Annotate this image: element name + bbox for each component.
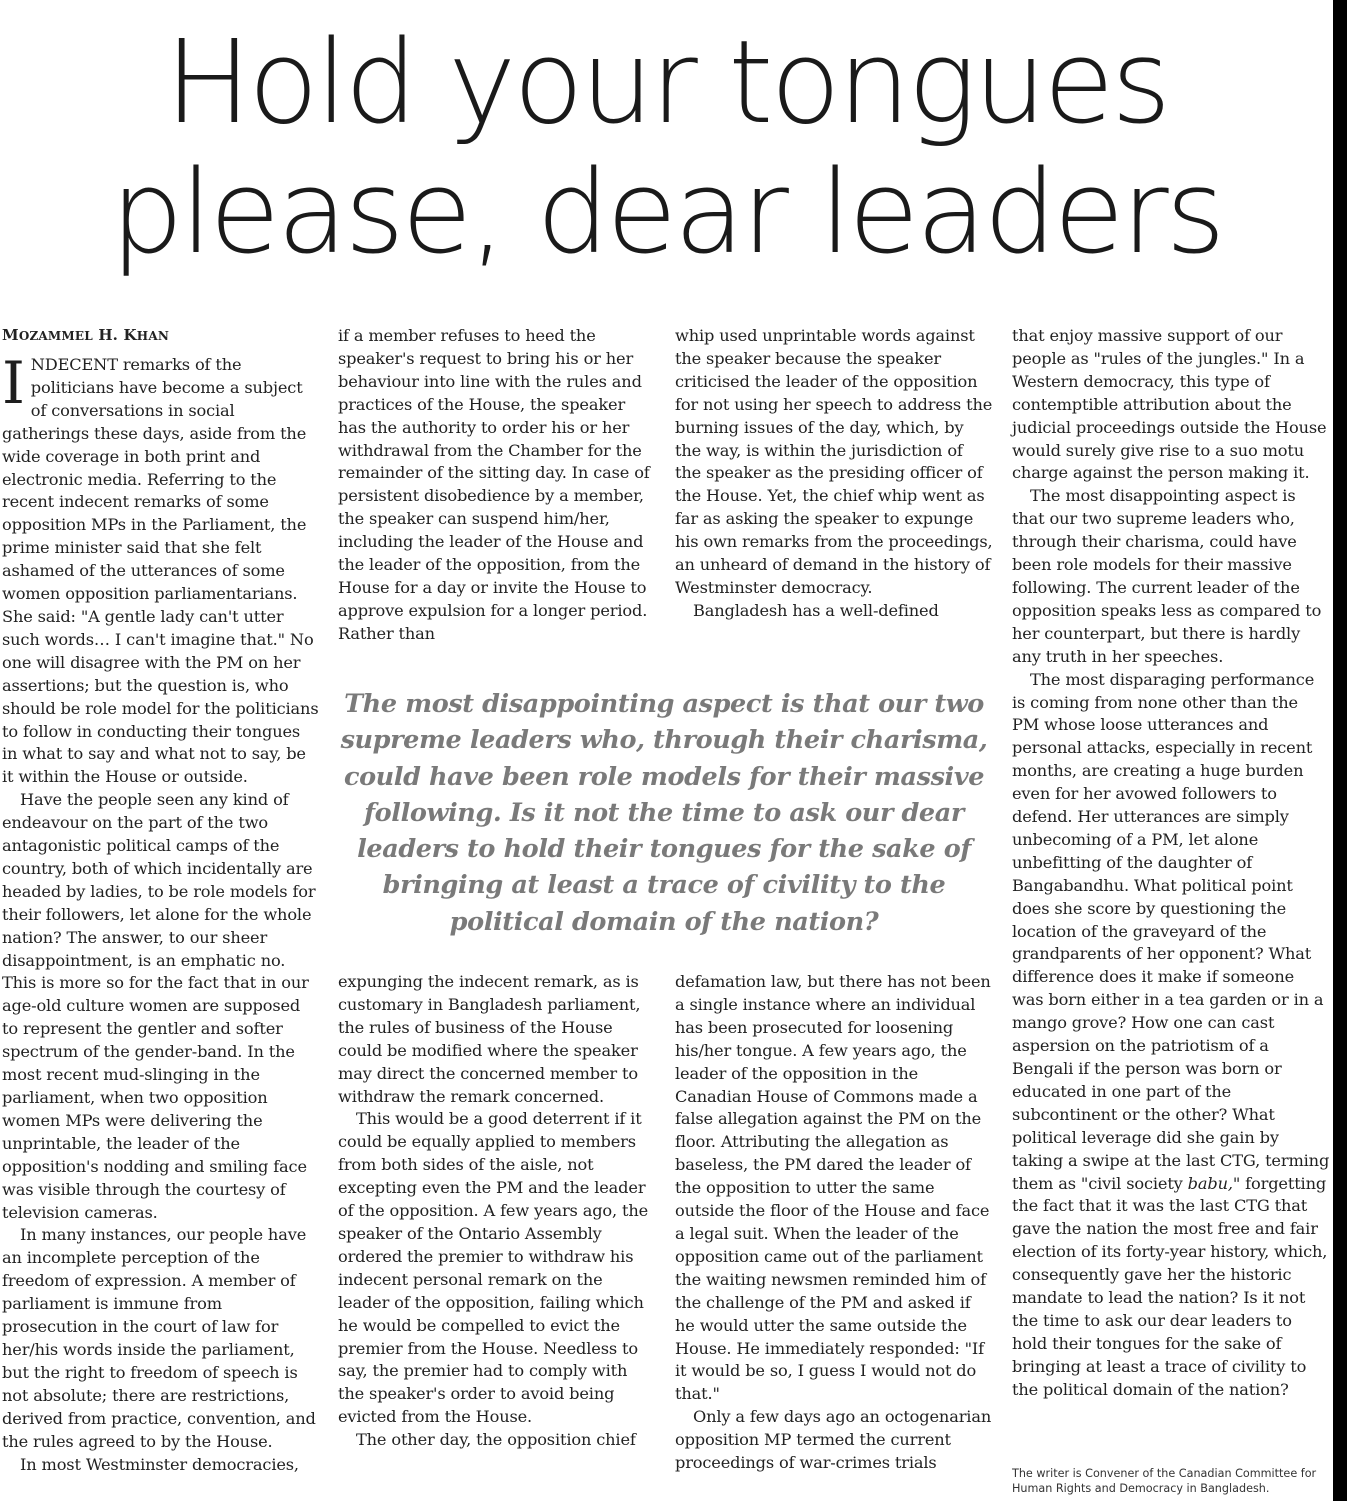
byline: MOZAMMEL H. KHAN — [2, 326, 169, 344]
column-2-bottom — [338, 971, 656, 1452]
headline-line-1: Hold your tongues — [164, 16, 1169, 150]
article-paragraph: expunging the indecent remark, as is customary in Bangladesh parliament, the rules of business of the House could be modified where the speaker may direct the concerned member to withdraw the remark concerned. — [338, 972, 641, 1106]
article-paragraph: This would be a good deterrent if it could be equally applied to members from both sides of the aisle, not excepting even the PM and the leader of the opposition. A few years ago, the speaker of the Ontario Assembly ordered the premier to withdraw his indecent personal remark on the leader of the opposition, failing which he would be compelled to evict the premier from the House. Needless to say, the premier had to comply with the speaker's order to avoid being evicted from the House. — [338, 1109, 649, 1427]
headline — [100, 18, 1233, 278]
article-paragraph: In most Westminster democracies, — [20, 1454, 299, 1474]
author-credit: The writer is Convener of the Canadian Committee for Human Rights and Democracy in Bangladesh. — [1012, 1467, 1317, 1495]
column-1 — [2, 323, 320, 1476]
column-3-top — [675, 325, 993, 623]
pull-quote: The most disappointing aspect is that our two supreme leaders who, through their charisma, could have been role models for their massive following. Is it not the time to ask our dear leaders to hold their tongues for the sake of bringing at least a trace of civility to the political domain of the nation? — [340, 689, 988, 937]
headline-line-2: please, dear leaders — [110, 146, 1223, 280]
column-4 — [1012, 325, 1330, 1402]
article-paragraph: The other day, the opposition chief — [356, 1430, 636, 1450]
article-paragraph: The most disparaging performance is coming from none other than the PM whose loose utterances and personal attacks, especially in recent months, are creating a huge burden even for her avowed followers to defend. Her utterances are simply unbecoming of a PM, let alone unbefitting of the daughter of Bangabandhu. What political point does she score by questioning the location of the graveyard of the grandparents of her opponent? What difference does it make if someone was born either in a tea garden or in a mango grove? How one can cast aspersion on the patriotism of a Bengali if the person was born or educated in one part of the subcontinent or the other? What political leverage did she gain by taking a swipe at the last CTG, terming them as "civil society babu," forgetting the fact that it was the last CTG that gave the nation the most free and fair election of its forty-year history, which, consequently gave her the historic mandate to lead the nation? Is it not the time to ask our dear leaders to hold their tongues for the sake of bringing at least a trace of civility to the political domain of the nation? — [1012, 669, 1330, 1399]
article-paragraph: INDECENT remarks of the politicians have become a subject of conversations in social gatherings these days, aside from the wide coverage in both print and electronic media. Referring to the recent indecent remarks of some opposition MPs in the Parliament, the prime minister said that she felt ashamed of the utterances of some women opposition parliamentarians. She said: "A gentle lady can't utter such words… I can't imagine that." No one will disagree with the PM on her assertions; but the question is, who should be role model for the politicians to follow in conducting their tongues in what to say and what not to say, be it within the House or outside. — [2, 349, 319, 787]
column-3-bottom — [675, 971, 993, 1475]
column-2-top — [338, 325, 656, 646]
article-paragraph: Only a few days ago an octogenarian opposition MP termed the current proceedings of war-crimes trials — [675, 1407, 992, 1473]
page-edge-bar — [1333, 0, 1347, 1501]
article-paragraph: that enjoy massive support of our people as "rules of the jungles." In a Western democracy, this type of contemptible attribution about the judicial proceedings outside the House would surely give rise to a suo motu charge against the person making it. — [1012, 326, 1327, 483]
article-paragraph: if a member refuses to heed the speaker's request to bring his or her behaviour into line with the rules and practices of the House, the speaker has the authority to order his or her withdrawal from the Chamber for the remainder of the sitting day. In case of persistent disobedience by a member, the speaker can suspend him/her, including the leader of the House and the leader of the opposition, from the House for a day or invite the House to approve expulsion for a longer period. Rather than — [338, 326, 650, 643]
drop-cap: I — [2, 349, 25, 417]
article-paragraph: In many instances, our people have an incomplete perception of the freedom of expression. A member of parliament is immune from prosecution in the court of law for her/his words inside the parliament, but the right to freedom of speech is not absolute; there are restrictions, derived from practice, convention, and the rules agreed to by the House. — [2, 1225, 316, 1451]
article-paragraph: defamation law, but there has not been a single instance where an individual has been prosecuted for loosening his/her tongue. A few years ago, the leader of the opposition in the Canadian House of Commons made a false allegation against the PM on the floor. Attributing the allegation as baseless, the PM dared the leader of the opposition to utter the same outside the floor of the House and face a legal suit. When the leader of the opposition came out of the parliament the waiting newsmen reminded him of the challenge of the PM and asked if he would utter the same outside the House. He immediately responded: "If it would be so, I guess I would not do that." — [675, 972, 991, 1404]
article-paragraph: Have the people seen any kind of endeavour on the part of the two antagonistic political camps of the country, both of which incidentally are headed by ladies, to be role models for their followers, let alone for the whole nation? The answer, to our sheer disappointment, is an emphatic no. This is more so for the fact that in our age-old culture women are supposed to represent the gentler and softer spectrum of the gender-band. In the most recent mud-slinging in the parliament, when two opposition women MPs were delivering the unprintable, the leader of the opposition's nodding and smiling face was visible through the courtesy of television cameras. — [2, 790, 316, 1222]
article-paragraph: Bangladesh has a well-defined — [693, 600, 939, 620]
article-paragraph: whip used unprintable words against the speaker because the speaker criticised the leader of the opposition for not using her speech to address the burning issues of the day, which, by the way, is within the jurisdiction of the speaker as the presiding officer of the House. Yet, the chief whip went as far as asking the speaker to expunge his own remarks from the proceedings, an unheard of demand in the history of Westminster democracy. — [675, 326, 993, 597]
article-paragraph: The most disappointing aspect is that our two supreme leaders who, through their charisma, could have been role models for their massive following. The current leader of the opposition speaks less as compared to her counterpart, but there is hardly any truth in her speeches. — [1012, 486, 1322, 666]
